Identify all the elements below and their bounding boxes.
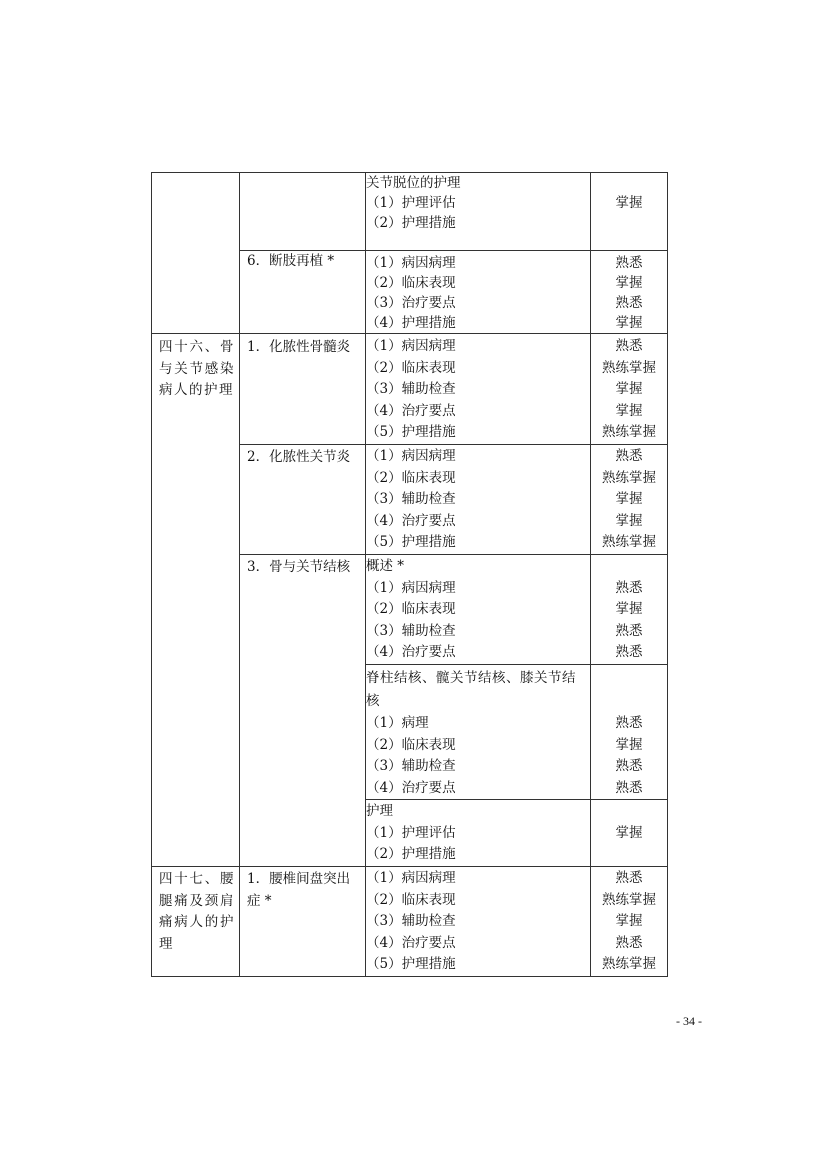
level-line: 掌握 bbox=[615, 913, 643, 930]
level-cell bbox=[591, 173, 668, 251]
syllabus-table bbox=[151, 172, 668, 977]
content-line: （2）临床表现 bbox=[366, 736, 456, 753]
content-line: （2）临床表现 bbox=[366, 359, 456, 376]
content-line: 关节脱位的护理 bbox=[366, 175, 461, 191]
level-line: 熟悉 bbox=[615, 447, 643, 464]
content-heading: 脊柱结核、髋关节结核、膝关节结核 bbox=[366, 669, 576, 709]
content-line: （1）病因病理 bbox=[366, 255, 456, 271]
level-cell bbox=[591, 444, 668, 554]
content-line: （4）治疗要点 bbox=[366, 644, 456, 661]
topic-title: 6．断肢再植 * bbox=[247, 253, 335, 269]
content-line: （4）治疗要点 bbox=[366, 402, 456, 419]
level-line: 熟悉 bbox=[615, 934, 643, 951]
level-cell bbox=[591, 251, 668, 334]
level-line: 熟练掌握 bbox=[602, 469, 656, 486]
level-line bbox=[591, 556, 667, 578]
content-cell bbox=[366, 867, 591, 977]
level-line: 熟练掌握 bbox=[602, 891, 656, 908]
content-line: （5）护理措施 bbox=[366, 424, 456, 441]
content-line: （1）病因病理 bbox=[366, 870, 456, 887]
level-line bbox=[591, 844, 667, 866]
content-line: （4）治疗要点 bbox=[366, 512, 456, 529]
content-cell bbox=[366, 664, 591, 799]
content-line: （2）临床表现 bbox=[366, 891, 456, 908]
content-line: （2）临床表现 bbox=[366, 601, 456, 618]
topic-title: 2．化脓性关节炎 bbox=[247, 448, 351, 465]
table-row bbox=[152, 867, 668, 977]
content-cell bbox=[366, 173, 591, 251]
content-line: 概述 * bbox=[366, 557, 405, 574]
content-line: （3）治疗要点 bbox=[366, 295, 456, 311]
level-line: 熟练掌握 bbox=[602, 534, 656, 551]
level-line: 掌握 bbox=[615, 736, 643, 753]
content-line: （3）辅助检查 bbox=[366, 622, 456, 639]
level-line: 掌握 bbox=[615, 195, 643, 211]
level-line: 熟悉 bbox=[615, 714, 643, 731]
topic-title: 1．化脓性骨髓炎 bbox=[247, 339, 351, 355]
content-line: （3）辅助检查 bbox=[366, 913, 456, 930]
level-line bbox=[591, 801, 667, 823]
topic-title: 3．骨与关节结核 bbox=[247, 558, 351, 575]
level-line: 熟悉 bbox=[615, 779, 643, 796]
level-line: 熟悉 bbox=[615, 255, 643, 271]
topic-cell bbox=[240, 173, 366, 251]
content-line: （3）辅助检查 bbox=[366, 491, 456, 508]
content-line: （1）病因病理 bbox=[366, 447, 456, 464]
topic-cell bbox=[240, 554, 366, 866]
content-line: （1）护理评估 bbox=[366, 195, 456, 211]
level-line: 熟悉 bbox=[615, 295, 643, 311]
unit-title: 四十七、腰腿痛及颈肩痛病人的护理 bbox=[159, 871, 235, 952]
content-line: （1）护理评估 bbox=[366, 824, 456, 841]
content-line: （4）护理措施 bbox=[366, 315, 456, 331]
level-line: 熟悉 bbox=[615, 338, 643, 354]
content-cell bbox=[366, 334, 591, 445]
level-cell bbox=[591, 867, 668, 977]
level-line: 掌握 bbox=[615, 601, 643, 618]
level-line: 熟悉 bbox=[615, 870, 643, 887]
content-cell bbox=[366, 554, 591, 664]
content-line: （2）护理措施 bbox=[366, 215, 456, 231]
topic-title: 1．腰椎间盘突出症 * bbox=[247, 871, 351, 909]
level-line: 掌握 bbox=[615, 824, 643, 841]
content-line: （4）治疗要点 bbox=[366, 934, 456, 951]
content-line: （2）护理措施 bbox=[366, 846, 456, 863]
level-line: 掌握 bbox=[615, 491, 643, 508]
table-row bbox=[152, 334, 668, 445]
topic-cell bbox=[240, 444, 366, 554]
level-cell bbox=[591, 334, 668, 445]
table-row bbox=[152, 173, 668, 251]
level-line: 熟练掌握 bbox=[602, 956, 656, 973]
level-line bbox=[591, 667, 667, 713]
level-line: 熟悉 bbox=[615, 644, 643, 661]
content-line: （3）辅助检查 bbox=[366, 758, 456, 775]
level-line: 熟悉 bbox=[615, 622, 643, 639]
page-number: - 34 - bbox=[676, 1014, 702, 1028]
content-line: （1）病理 bbox=[366, 714, 429, 731]
level-line: 熟悉 bbox=[615, 579, 643, 596]
content-line: （5）护理措施 bbox=[366, 534, 456, 551]
level-line: 掌握 bbox=[615, 402, 643, 419]
unit-cell bbox=[152, 867, 240, 977]
content-cell bbox=[366, 800, 591, 867]
content-line: 护理 bbox=[366, 803, 393, 820]
unit-title: 四十六、骨与关节感染病人的护理 bbox=[159, 339, 235, 398]
level-line: 掌握 bbox=[615, 315, 643, 331]
content-line: （1）病因病理 bbox=[366, 579, 456, 596]
level-line: 熟悉 bbox=[615, 758, 643, 775]
level-line bbox=[591, 213, 667, 233]
level-line: 掌握 bbox=[615, 381, 643, 398]
level-line: 熟练掌握 bbox=[602, 424, 656, 441]
content-line: （4）治疗要点 bbox=[366, 779, 456, 796]
content-cell bbox=[366, 251, 591, 334]
level-line: 掌握 bbox=[615, 275, 643, 291]
level-cell bbox=[591, 664, 668, 799]
content-line: （2）临床表现 bbox=[366, 275, 456, 291]
unit-cell bbox=[152, 334, 240, 867]
topic-cell bbox=[240, 867, 366, 977]
content-line: （2）临床表现 bbox=[366, 469, 456, 486]
content-cell bbox=[366, 444, 591, 554]
level-cell bbox=[591, 554, 668, 664]
level-line bbox=[591, 173, 667, 193]
content-line: （3）辅助检查 bbox=[366, 381, 456, 398]
unit-cell bbox=[152, 173, 240, 334]
topic-cell bbox=[240, 334, 366, 445]
content-line: （1）病因病理 bbox=[366, 338, 456, 354]
level-line: 熟练掌握 bbox=[602, 359, 656, 376]
level-cell bbox=[591, 800, 668, 867]
level-line: 掌握 bbox=[615, 512, 643, 529]
topic-cell bbox=[240, 251, 366, 334]
content-line: （5）护理措施 bbox=[366, 956, 456, 973]
